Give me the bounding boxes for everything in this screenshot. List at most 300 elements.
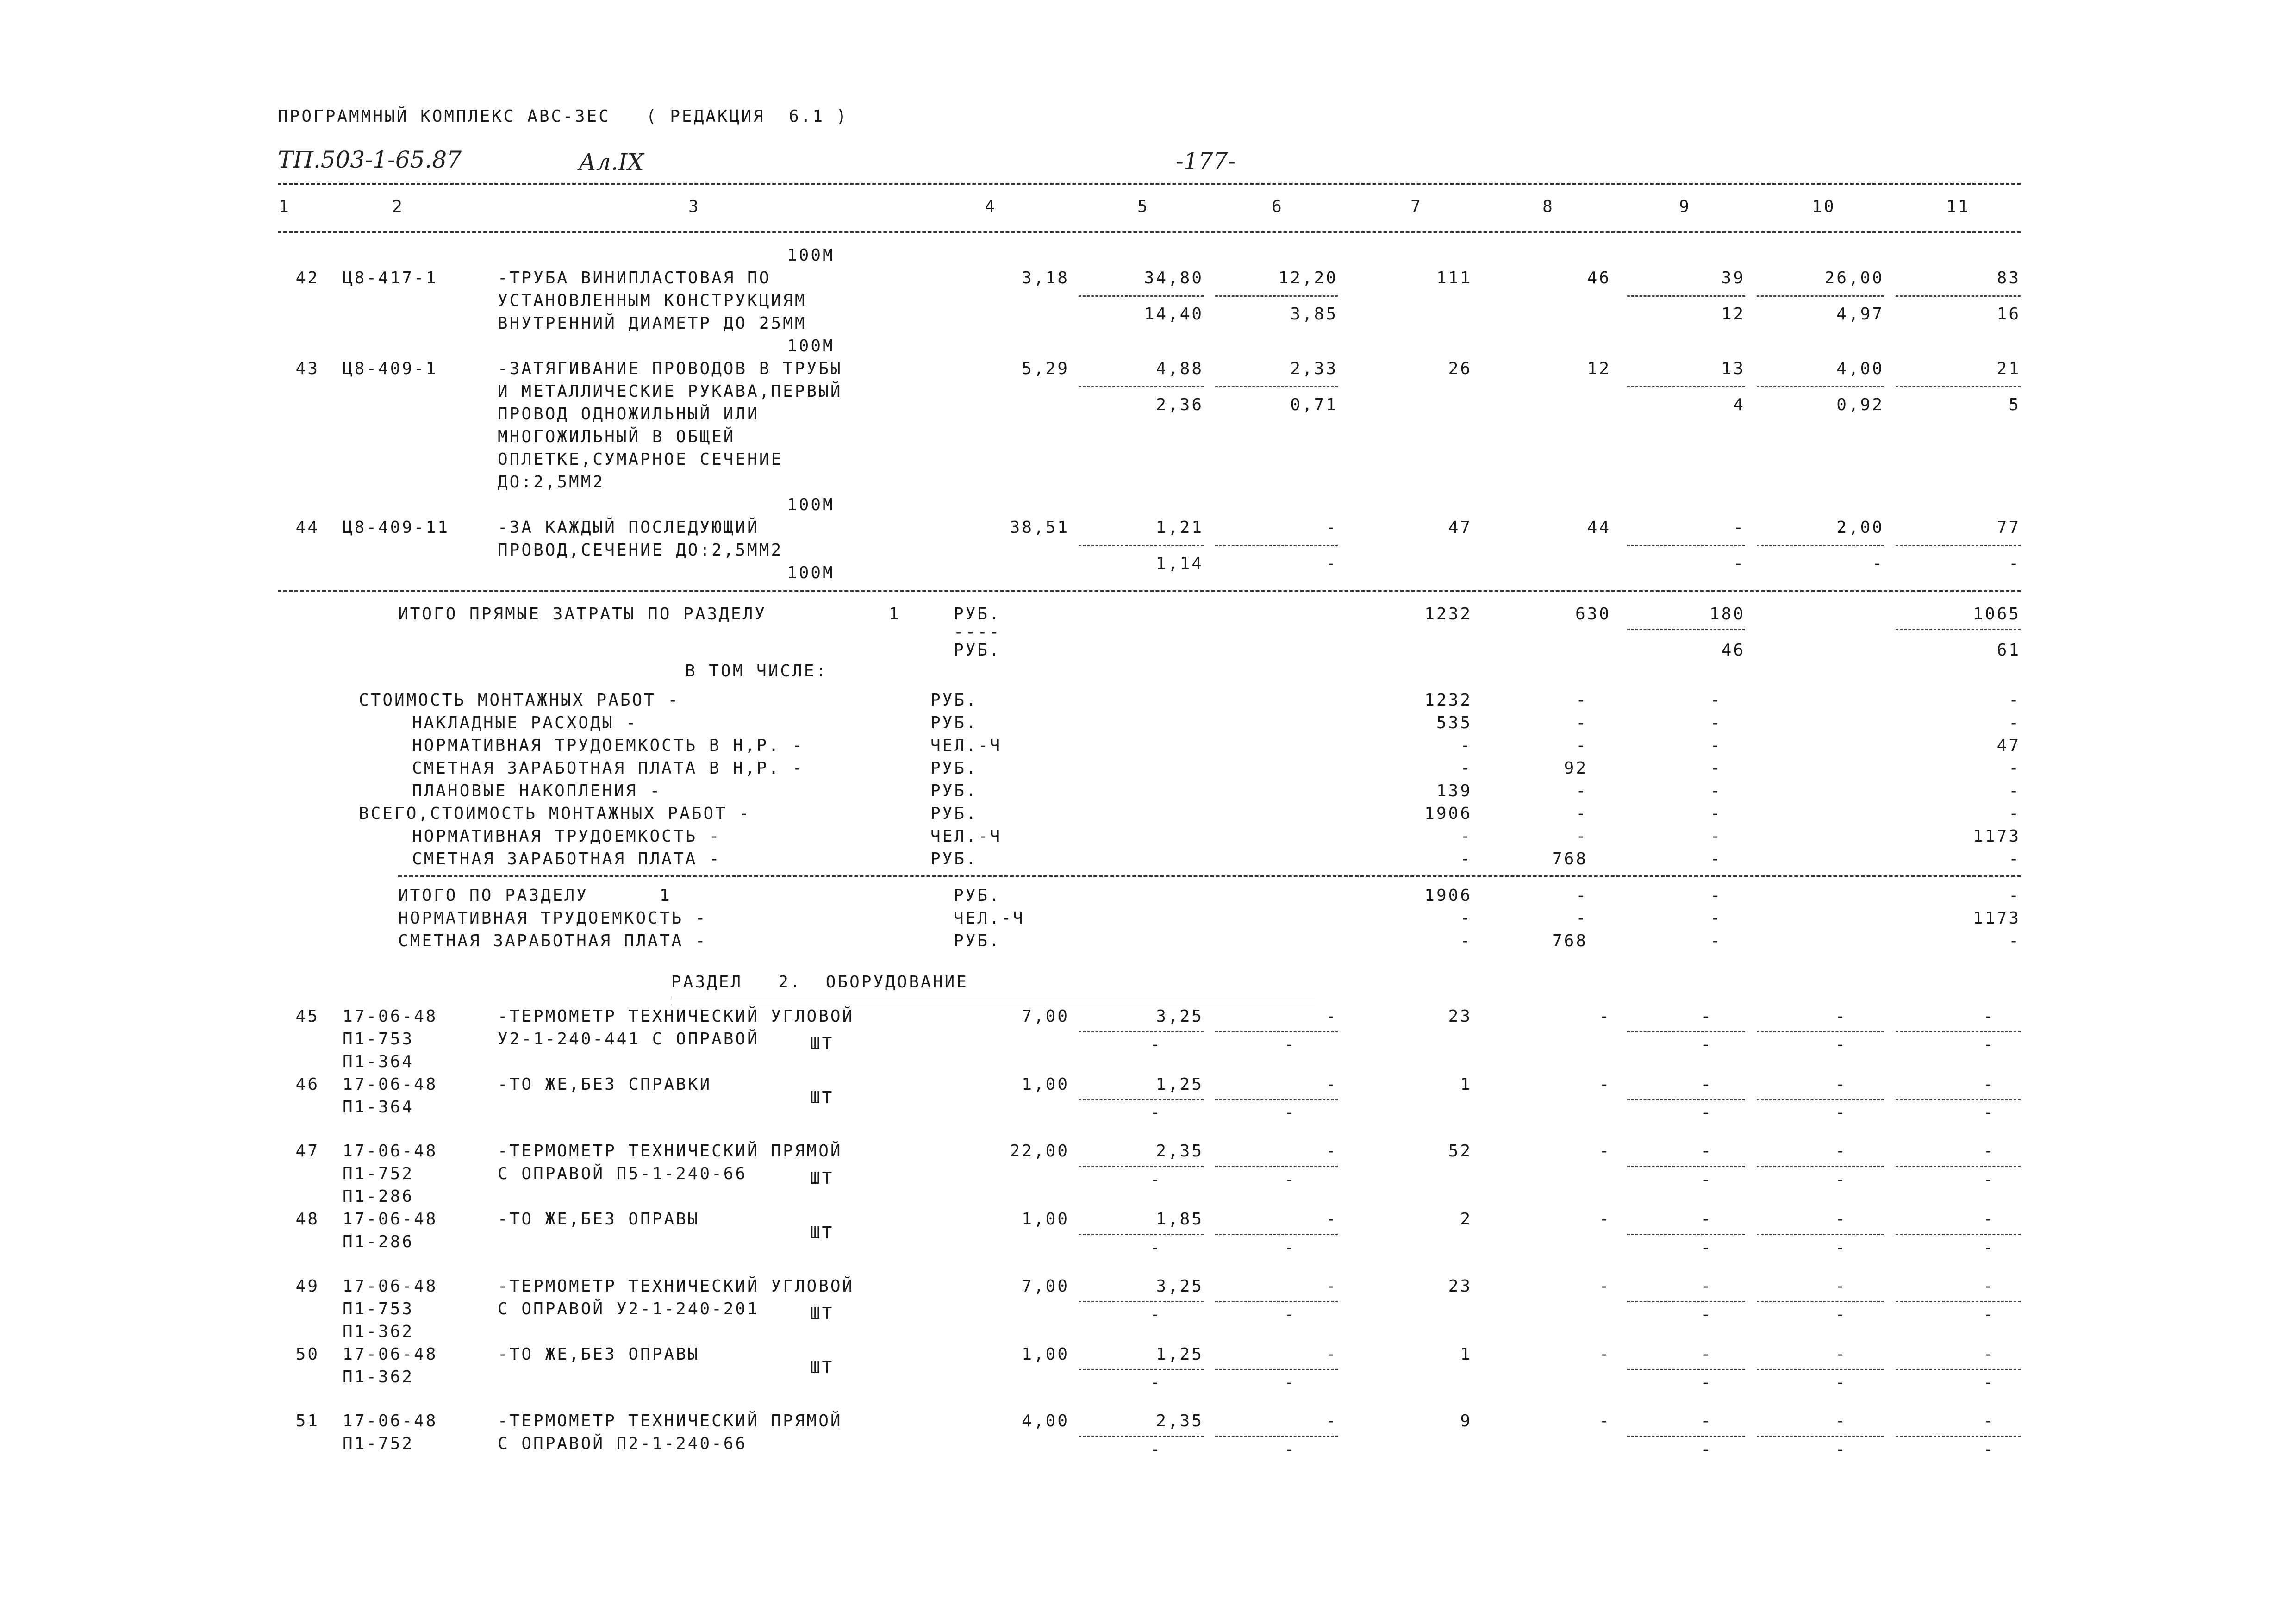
- cell-underline: [1079, 295, 1204, 297]
- row-description: -ЗА КАЖДЫЙ ПОСЛЕДУЮЩИЙ: [498, 518, 759, 537]
- cell-c10: -: [1835, 1276, 1847, 1296]
- summary-c9: -: [1710, 691, 1722, 710]
- cell-c10b: -: [1872, 554, 1884, 574]
- row-code: П1-362: [343, 1322, 414, 1341]
- cell-c10-dash: -: [1835, 1103, 1847, 1122]
- summary-c7: -: [1460, 827, 1472, 846]
- row-number: 50: [295, 1344, 319, 1364]
- column-number-1: 1: [279, 197, 291, 216]
- row-description: МНОГОЖИЛЬНЫЙ В ОБЩЕЙ: [498, 427, 736, 446]
- summary-c9: -: [1710, 849, 1722, 869]
- row-description: УСТАНОВЛЕННЫМ КОНСТРУКЦИЯМ: [498, 291, 807, 310]
- summary-c11: -: [2009, 804, 2021, 824]
- cell-underline: [1079, 545, 1204, 546]
- cell-underline: [1757, 1031, 1884, 1032]
- totals-c11: 1065: [1973, 605, 2021, 624]
- cell-c7: 23: [1448, 1276, 1472, 1296]
- row-description: ПРОВОД ОДНОЖИЛЬНЫЙ ИЛИ: [498, 405, 759, 424]
- cell-c9: -: [1701, 1006, 1713, 1026]
- cell-c8: -: [1599, 1006, 1611, 1026]
- cell-c11-dash: -: [1983, 1373, 1995, 1393]
- totals-unit: РУБ.: [954, 605, 1001, 624]
- cell-c7: 1: [1460, 1344, 1472, 1364]
- cell-underline: [1757, 1436, 1884, 1437]
- cell-c6-dash: -: [1284, 1238, 1296, 1257]
- summary-unit: РУБ.: [930, 781, 978, 801]
- cell-c11-dash: -: [1983, 1170, 1995, 1189]
- totals-c9: 180: [1709, 605, 1745, 624]
- cell-c6: -: [1326, 1142, 1338, 1161]
- cell-c7: 2: [1460, 1210, 1472, 1229]
- row-description: ВНУТРЕННИЙ ДИАМЕТР ДО 25ММ: [498, 314, 807, 333]
- row-number: 51: [295, 1412, 319, 1431]
- cell-c4: 5,29: [1022, 359, 1069, 378]
- unit-label: ШТ: [810, 1169, 834, 1188]
- row-code: Ц8-409-11: [343, 518, 450, 537]
- section-total-unit: РУБ.: [954, 931, 1001, 951]
- summary-unit: ЧЕЛ.-Ч: [930, 827, 1002, 846]
- cell-c4: 1,00: [1022, 1344, 1069, 1364]
- totals-c11b: 61: [1997, 641, 2021, 660]
- row-code: 17-06-48: [343, 1412, 438, 1431]
- cell-c5b: 2,36: [1156, 395, 1204, 415]
- cell-underline: [1627, 545, 1745, 546]
- album-number: Ал.IX: [579, 149, 644, 175]
- cell-c8: -: [1599, 1210, 1611, 1229]
- cell-c5: 1,85: [1156, 1210, 1204, 1229]
- summary-c8: -: [1576, 827, 1588, 846]
- summary-c9: -: [1710, 736, 1722, 756]
- cell-c10: 2,00: [1836, 518, 1884, 537]
- cell-c11-dash: -: [1983, 1305, 1995, 1324]
- cell-c5-dash: -: [1150, 1170, 1162, 1189]
- unit-label: 100М: [787, 495, 835, 514]
- cell-c6b: 3,85: [1290, 305, 1338, 324]
- doc-code: ТП.503-1-65.87: [278, 146, 462, 173]
- row-description: И МЕТАЛЛИЧЕСКИЕ РУКАВА,ПЕРВЫЙ: [498, 382, 842, 401]
- row-number: 45: [295, 1006, 319, 1026]
- cell-c9: -: [1701, 1210, 1713, 1229]
- section-total-c11: -: [2009, 886, 2021, 906]
- cell-c9b: -: [1733, 554, 1745, 574]
- cell-c9-dash: -: [1701, 1035, 1713, 1054]
- cell-c6-dash: -: [1284, 1103, 1296, 1122]
- cell-c11: -: [1983, 1276, 1995, 1296]
- section-total-c8: 768: [1552, 931, 1588, 951]
- cell-underline: [1215, 295, 1338, 297]
- column-number-6: 6: [1272, 197, 1284, 216]
- cell-c9b: 12: [1721, 305, 1745, 324]
- cell-underline: [1627, 386, 1745, 387]
- cell-c4: 4,00: [1022, 1412, 1069, 1431]
- summary-c9: -: [1710, 759, 1722, 778]
- unit-label: ШТ: [810, 1223, 834, 1243]
- cell-c8: -: [1599, 1344, 1611, 1364]
- cell-c9b: 4: [1733, 395, 1745, 415]
- cell-underline: [1215, 1436, 1338, 1437]
- cell-c5: 34,80: [1144, 269, 1204, 287]
- cell-c6-dash: -: [1284, 1035, 1296, 1054]
- cell-c9: -: [1733, 518, 1745, 537]
- cell-c10: -: [1835, 1074, 1847, 1094]
- cell-c6b: -: [1326, 554, 1338, 574]
- cell-c5-dash: -: [1150, 1305, 1162, 1324]
- row-code: П1-286: [343, 1187, 414, 1206]
- summary-label: СМЕТНАЯ ЗАРАБОТНАЯ ПЛАТА -: [412, 849, 721, 869]
- cell-underline: [1757, 295, 1884, 297]
- section-total-c8: -: [1576, 886, 1588, 906]
- row-description: -ТЕРМОМЕТР ТЕХНИЧЕСКИЙ ПРЯМОЙ: [498, 1412, 842, 1431]
- row-number: 48: [295, 1210, 319, 1229]
- cell-c8: 46: [1587, 269, 1611, 287]
- cell-underline: [1757, 1301, 1884, 1302]
- cell-underline: [1896, 1166, 2021, 1167]
- summary-c8: -: [1576, 781, 1588, 801]
- cell-underline: [1896, 1031, 2021, 1032]
- cell-underline: [1079, 1369, 1204, 1370]
- row-description: -ТЕРМОМЕТР ТЕХНИЧЕСКИЙ УГЛОВОЙ: [498, 1006, 855, 1026]
- section-total-label: СМЕТНАЯ ЗАРАБОТНАЯ ПЛАТА -: [398, 931, 707, 951]
- cell-underline: [1215, 545, 1338, 546]
- cell-c10-dash: -: [1835, 1305, 1847, 1324]
- row-code: 17-06-48: [343, 1276, 438, 1296]
- cell-c9-dash: -: [1701, 1373, 1713, 1393]
- totals-unit-rub: РУБ.: [954, 641, 1001, 660]
- row-description: У2-1-240-441 С ОПРАВОЙ: [498, 1029, 759, 1049]
- summary-c9: -: [1710, 781, 1722, 801]
- cell-c5: 1,25: [1156, 1074, 1204, 1094]
- summary-c11: 1173: [1973, 827, 2021, 846]
- section-total-c7: -: [1460, 909, 1472, 928]
- cell-c4: 22,00: [1010, 1142, 1069, 1161]
- unit-label: ШТ: [810, 1088, 834, 1108]
- cell-c7: 47: [1448, 518, 1472, 537]
- section-total-c7: 1906: [1424, 886, 1472, 906]
- cell-underline: [1627, 1166, 1745, 1167]
- row-code: 17-06-48: [343, 1344, 438, 1364]
- section-total-unit: РУБ.: [954, 886, 1001, 906]
- summary-label: СМЕТНАЯ ЗАРАБОТНАЯ ПЛАТА В Н,Р. -: [412, 759, 805, 778]
- row-description: ДО:2,5ММ2: [498, 473, 605, 492]
- cell-c6-dash: -: [1284, 1440, 1296, 1459]
- cell-underline: [1079, 1301, 1204, 1302]
- cell-c11: 77: [1997, 518, 2021, 537]
- cell-c10b: 0,92: [1836, 395, 1884, 415]
- row-code: П1-364: [343, 1052, 414, 1071]
- cell-c10: 26,00: [1824, 269, 1884, 287]
- summary-c9: -: [1710, 827, 1722, 846]
- cell-c10: -: [1835, 1006, 1847, 1026]
- unit-label: 100М: [787, 246, 835, 265]
- summary-unit: РУБ.: [930, 691, 978, 710]
- header-top-rule: [278, 183, 2021, 185]
- row-code: 17-06-48: [343, 1006, 438, 1026]
- cell-underline: [1627, 629, 1745, 630]
- cell-c4: 38,51: [1010, 518, 1069, 537]
- summary-c7: 1232: [1424, 691, 1472, 710]
- section-total-label: НОРМАТИВНАЯ ТРУДОЕМКОСТЬ -: [398, 909, 707, 928]
- cell-c9: -: [1701, 1276, 1713, 1296]
- row-code: П1-752: [343, 1164, 414, 1184]
- column-number-4: 4: [985, 197, 997, 216]
- row-code: П1-286: [343, 1232, 414, 1252]
- cell-underline: [1896, 1436, 2021, 1437]
- cell-underline: [1627, 1436, 1745, 1437]
- summary-c11: -: [2009, 759, 2021, 778]
- totals-c8: 630: [1575, 605, 1611, 624]
- summary-c11: 47: [1997, 736, 2021, 756]
- section-rule: [278, 590, 2021, 592]
- row-code: Ц8-409-1: [343, 359, 438, 378]
- cell-underline: [1896, 386, 2021, 387]
- cell-c5: 3,25: [1156, 1006, 1204, 1026]
- cell-c5-dash: -: [1150, 1373, 1162, 1393]
- row-number: 42: [295, 269, 319, 287]
- totals-c9b: 46: [1721, 641, 1745, 660]
- cell-c11-dash: -: [1983, 1440, 1995, 1459]
- cell-c5: 1,21: [1156, 518, 1204, 537]
- cell-underline: [1757, 1234, 1884, 1235]
- row-description: С ОПРАВОЙ П5-1-240-66: [498, 1164, 748, 1184]
- totals-label: ИТОГО ПРЯМЫЕ ЗАТРАТЫ ПО РАЗДЕЛУ: [398, 605, 767, 624]
- cell-c7: 52: [1448, 1142, 1472, 1161]
- row-description: С ОПРАВОЙ У2-1-240-201: [498, 1299, 759, 1318]
- row-code: 17-06-48: [343, 1074, 438, 1094]
- cell-underline: [1896, 1301, 2021, 1302]
- cell-underline: [1896, 545, 2021, 546]
- section-2-title: РАЗДЕЛ 2. ОБОРУДОВАНИЕ: [671, 973, 968, 992]
- summary-c8: -: [1576, 736, 1588, 756]
- row-description: -ТО ЖЕ,БЕЗ СПРАВКИ: [498, 1074, 712, 1094]
- summary-c8: -: [1576, 691, 1588, 710]
- cell-underline: [1215, 1234, 1338, 1235]
- totals-section: 1: [889, 605, 901, 624]
- cell-c10: -: [1835, 1142, 1847, 1161]
- summary-unit: РУБ.: [930, 804, 978, 824]
- cell-c5-dash: -: [1150, 1035, 1162, 1054]
- header-bottom-rule: [278, 231, 2021, 233]
- summary-unit: РУБ.: [930, 759, 978, 778]
- row-code: П1-362: [343, 1367, 414, 1387]
- cell-c5: 2,35: [1156, 1142, 1204, 1161]
- section-total-c9: -: [1710, 909, 1722, 928]
- column-number-7: 7: [1410, 197, 1423, 216]
- cell-c11: -: [1983, 1210, 1995, 1229]
- cell-underline: [1079, 1436, 1204, 1437]
- cell-c10: -: [1835, 1412, 1847, 1431]
- summary-c8: 768: [1552, 849, 1588, 869]
- cell-underline: [1627, 1369, 1745, 1370]
- cell-underline: [1896, 1099, 2021, 1100]
- cell-c6: -: [1326, 1344, 1338, 1364]
- unit-label: 100М: [787, 337, 835, 356]
- unit-label: ШТ: [810, 1358, 834, 1378]
- cell-c5: 3,25: [1156, 1276, 1204, 1296]
- cell-underline: [1215, 1166, 1338, 1167]
- cell-underline: [1215, 1301, 1338, 1302]
- summary-c8: -: [1576, 804, 1588, 824]
- cell-underline: [1627, 295, 1745, 297]
- cell-underline: [1757, 386, 1884, 387]
- summary-c8: -: [1576, 713, 1588, 733]
- summary-label: НОРМАТИВНАЯ ТРУДОЕМКОСТЬ -: [412, 827, 721, 846]
- program-title: ПРОГРАММНЫЙ КОМПЛЕКС АВС-3ЕС ( РЕДАКЦИЯ 6.1 ): [278, 107, 849, 126]
- cell-underline: [1757, 545, 1884, 546]
- cell-underline: [1215, 1031, 1338, 1032]
- row-description: ПРОВОД,СЕЧЕНИЕ ДО:2,5ММ2: [498, 541, 783, 560]
- cell-underline: [1896, 1234, 2021, 1235]
- cell-c11b: 5: [2009, 395, 2021, 415]
- cell-underline: [1627, 1031, 1745, 1032]
- cell-c8: 44: [1587, 518, 1611, 537]
- cell-c6: -: [1326, 1276, 1338, 1296]
- summary-unit: РУБ.: [930, 849, 978, 869]
- cell-c11-dash: -: [1983, 1103, 1995, 1122]
- row-number: 43: [295, 359, 319, 378]
- cell-underline: [1215, 1369, 1338, 1370]
- column-number-9: 9: [1679, 197, 1691, 216]
- summary-label: ПЛАНОВЫЕ НАКОПЛЕНИЯ -: [412, 781, 662, 801]
- cell-c11: -: [1983, 1006, 1995, 1026]
- cell-c6: 2,33: [1290, 359, 1338, 378]
- row-code: П1-753: [343, 1299, 414, 1318]
- summary-c7: 535: [1436, 713, 1472, 733]
- row-number: 47: [295, 1142, 319, 1161]
- section-total-c9: -: [1710, 931, 1722, 951]
- cell-c8: -: [1599, 1276, 1611, 1296]
- summary-c9: -: [1710, 713, 1722, 733]
- cell-c4: 3,18: [1022, 269, 1069, 287]
- summary-c7: -: [1460, 759, 1472, 778]
- cell-c9-dash: -: [1701, 1440, 1713, 1459]
- cell-c11-dash: -: [1983, 1035, 1995, 1054]
- cell-underline: [1757, 1369, 1884, 1370]
- unit-label: ШТ: [810, 1304, 834, 1323]
- cell-c10-dash: -: [1835, 1373, 1847, 1393]
- section-total-label: ИТОГО ПО РАЗДЕЛУ 1: [398, 886, 672, 906]
- cell-c5: 4,88: [1156, 359, 1204, 378]
- cell-underline: [1627, 1099, 1745, 1100]
- cell-underline: [1079, 386, 1204, 387]
- cell-c9: 39: [1721, 269, 1745, 287]
- summary-c11: -: [2009, 781, 2021, 801]
- summary-label: НАКЛАДНЫЕ РАСХОДЫ -: [412, 713, 638, 733]
- summary-c11: -: [2009, 691, 2021, 710]
- summary-c9: -: [1710, 804, 1722, 824]
- cell-c7: 26: [1448, 359, 1472, 378]
- cell-c5: 1,25: [1156, 1344, 1204, 1364]
- column-number-10: 10: [1812, 197, 1836, 216]
- summary-c7: 1906: [1424, 804, 1472, 824]
- cell-underline: [1079, 1031, 1204, 1032]
- cell-c11b: -: [2009, 554, 2021, 574]
- cell-c6: 12,20: [1278, 269, 1338, 287]
- cell-c10-dash: -: [1835, 1238, 1847, 1257]
- row-description: С ОПРАВОЙ П2-1-240-66: [498, 1434, 748, 1454]
- summary-label: ВСЕГО,СТОИМОСТЬ МОНТАЖНЫХ РАБОТ -: [359, 804, 751, 824]
- cell-underline: [1627, 1301, 1745, 1302]
- row-number: 49: [295, 1276, 319, 1296]
- cell-underline: [1079, 1099, 1204, 1100]
- row-description: -ЗАТЯГИВАНИЕ ПРОВОДОВ В ТРУБЫ: [498, 359, 842, 378]
- row-description: -ТЕРМОМЕТР ТЕХНИЧЕСКИЙ УГЛОВОЙ: [498, 1276, 855, 1296]
- cell-c9: -: [1701, 1142, 1713, 1161]
- cell-c11: 21: [1997, 359, 2021, 378]
- cell-c5b: 1,14: [1156, 554, 1204, 574]
- summary-c7: -: [1460, 849, 1472, 869]
- cell-c5-dash: -: [1150, 1238, 1162, 1257]
- row-description: -ТО ЖЕ,БЕЗ ОПРАВЫ: [498, 1210, 700, 1229]
- column-number-3: 3: [688, 197, 700, 216]
- section-total-c9: -: [1710, 886, 1722, 906]
- cell-c9: -: [1701, 1412, 1713, 1431]
- cell-underline: [1079, 1234, 1204, 1235]
- summary-label: НОРМАТИВНАЯ ТРУДОЕМКОСТЬ В Н,Р. -: [412, 736, 805, 756]
- cell-underline: [1215, 1099, 1338, 1100]
- summary-unit: ЧЕЛ.-Ч: [930, 736, 1002, 756]
- summary-label: СТОИМОСТЬ МОНТАЖНЫХ РАБОТ -: [359, 691, 680, 710]
- row-code: 17-06-48: [343, 1142, 438, 1161]
- cell-c6: -: [1326, 1006, 1338, 1026]
- cell-c5-dash: -: [1150, 1103, 1162, 1122]
- cell-c6-dash: -: [1284, 1373, 1296, 1393]
- row-code: 17-06-48: [343, 1210, 438, 1229]
- cell-c6: -: [1326, 1412, 1338, 1431]
- column-number-8: 8: [1542, 197, 1554, 216]
- cell-underline: [1896, 629, 2021, 630]
- cell-c10-dash: -: [1835, 1170, 1847, 1189]
- cell-c6b: 0,71: [1290, 395, 1338, 415]
- cell-c11: -: [1983, 1074, 1995, 1094]
- section-total-c8: -: [1576, 909, 1588, 928]
- cell-underline: [1757, 1166, 1884, 1167]
- cell-c9: 13: [1721, 359, 1745, 378]
- cell-c10-dash: -: [1835, 1035, 1847, 1054]
- row-description: -ТЕРМОМЕТР ТЕХНИЧЕСКИЙ ПРЯМОЙ: [498, 1142, 842, 1161]
- cell-c11: 83: [1997, 269, 2021, 287]
- cell-c9-dash: -: [1701, 1305, 1713, 1324]
- cell-underline: [1757, 1099, 1884, 1100]
- cell-c5: 2,35: [1156, 1412, 1204, 1431]
- unit-label: ШТ: [810, 1034, 834, 1053]
- cell-c4: 1,00: [1022, 1210, 1069, 1229]
- cell-c11: -: [1983, 1412, 1995, 1431]
- cell-c10: -: [1835, 1210, 1847, 1229]
- cell-c4: 1,00: [1022, 1074, 1069, 1094]
- column-number-11: 11: [1946, 197, 1970, 216]
- page-number: -177-: [1176, 148, 1236, 175]
- section-rule: [398, 875, 2021, 877]
- cell-c10: 4,00: [1836, 359, 1884, 378]
- cell-c11-dash: -: [1983, 1238, 1995, 1257]
- unit-label: 100М: [787, 563, 835, 582]
- cell-c9-dash: -: [1701, 1103, 1713, 1122]
- row-number: 44: [295, 518, 319, 537]
- cell-c8: -: [1599, 1412, 1611, 1431]
- summary-c7: -: [1460, 736, 1472, 756]
- section-total-c11: -: [2009, 931, 2021, 951]
- cell-c5b: 14,40: [1144, 305, 1204, 324]
- cell-c9-dash: -: [1701, 1170, 1713, 1189]
- row-description: ОПЛЕТКЕ,СУМАРНОЕ СЕЧЕНИЕ: [498, 450, 783, 469]
- row-code: П1-753: [343, 1029, 414, 1049]
- row-code: Ц8-417-1: [343, 269, 438, 287]
- cell-underline: [1896, 295, 2021, 297]
- cell-underline: [1627, 1234, 1745, 1235]
- cell-c11: -: [1983, 1142, 1995, 1161]
- cell-c9: -: [1701, 1344, 1713, 1364]
- cell-c10b: 4,97: [1836, 305, 1884, 324]
